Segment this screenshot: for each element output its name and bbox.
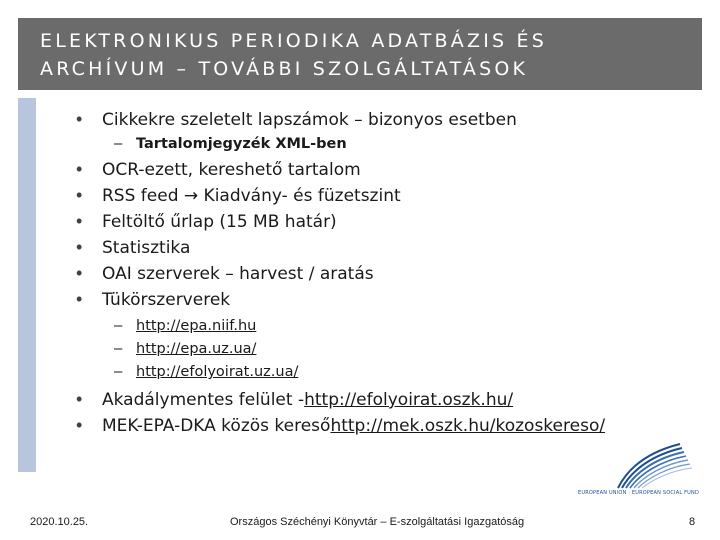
dash-icon: – [114, 135, 123, 152]
bullet-text: OAI szerverek – harvest / aratás [102, 264, 374, 284]
bullet-item [76, 237, 190, 258]
bullet-icon: • [76, 211, 83, 231]
sub-bullet-text: Tartalomjegyzék XML-ben [136, 136, 347, 152]
bullet-item [76, 159, 361, 180]
slide-title-line-2: ARCHÍVUM – TOVÁBBI SZOLGÁLTATÁSOK [40, 58, 529, 80]
mirror-link-efolyoirat-uz[interactable]: http://efolyoirat.uz.ua/ [136, 364, 299, 380]
bullet-item [76, 415, 605, 436]
sub-bullet-item [114, 363, 298, 380]
bullet-item [76, 211, 337, 232]
bullet-item [76, 289, 230, 310]
bullet-item [76, 185, 401, 206]
bullet-icon: • [76, 185, 83, 205]
bullet-text: Feltöltő űrlap (15 MB határ) [102, 212, 337, 232]
bullet-text: Tükörszerverek [102, 290, 231, 310]
bullet-text: OCR-ezett, kereshető tartalom [102, 160, 361, 180]
eu-logo [578, 438, 698, 500]
bullet-item [76, 263, 374, 284]
bullet-item [76, 109, 517, 130]
sub-bullet-item [114, 135, 347, 152]
sub-bullet-item [114, 317, 256, 334]
common-search-link[interactable]: http://mek.oszk.hu/kozoskereso/ [330, 416, 606, 436]
bullet-text: Cikkekre szeletelt lapszámok – bizonyos esetben [102, 110, 517, 130]
footer-date: 2020.10.25. [30, 516, 89, 528]
bullet-text: MEK-EPA-DKA közös kereső [102, 416, 331, 436]
sub-bullet-item [114, 340, 256, 357]
bullet-icon: • [76, 289, 83, 309]
bullet-item [76, 389, 513, 410]
accessible-interface-link[interactable]: http://efolyoirat.oszk.hu/ [304, 390, 514, 410]
bullet-text: RSS feed → Kiadvány- és füzetszint [102, 186, 401, 206]
footer-organization: Országos Széchényi Könyvtár – E-szolgáltatási Igazgatóság [230, 516, 525, 528]
bullet-text: Statisztika [102, 238, 191, 258]
bullet-icon: • [76, 159, 83, 179]
bullet-icon: • [76, 389, 83, 409]
eu-logo-text: EUROPEAN UNION · EUROPEAN SOCIAL FUND [578, 490, 700, 496]
page-number: 8 [689, 516, 696, 528]
mirror-link-epa-niif[interactable]: http://epa.niif.hu [136, 318, 257, 334]
dash-icon: – [114, 340, 123, 357]
dash-icon: – [114, 363, 123, 380]
eu-logo-swoosh-icon [578, 438, 698, 490]
slide-title-line-1: ELEKTRONIKUS PERIODIKA ADATBÁZIS ÉS [40, 30, 547, 52]
bullet-text: Akadálymentes felület - [102, 390, 305, 410]
dash-icon: – [114, 317, 123, 334]
mirror-link-epa-uz[interactable]: http://epa.uz.ua/ [136, 341, 257, 357]
bullet-icon: • [76, 237, 83, 257]
bullet-icon: • [76, 263, 83, 283]
bullet-icon: • [76, 109, 83, 129]
bullet-icon: • [76, 415, 83, 435]
